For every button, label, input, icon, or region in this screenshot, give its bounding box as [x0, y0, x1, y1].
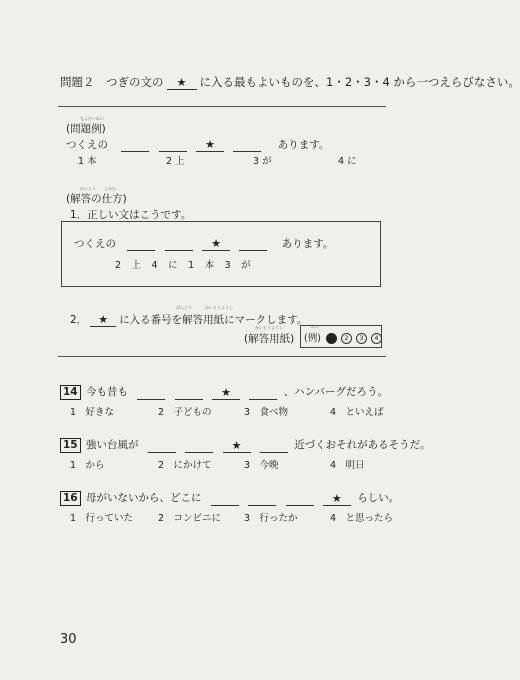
title-pre: 問題２ つぎの文の — [60, 75, 164, 89]
bubble-4: 4 — [371, 333, 382, 344]
q15-option-1: 1 から — [70, 460, 105, 471]
blank — [248, 493, 276, 506]
question-post: らしい。 — [357, 492, 400, 504]
question-14 — [60, 384, 388, 400]
star-blank: ★ — [212, 387, 240, 400]
q16-option-1: 1 行っていた — [70, 513, 134, 524]
blank — [249, 387, 277, 400]
blank — [121, 139, 149, 152]
title-star-blank: ★ — [167, 77, 197, 90]
star-blank: ★ — [223, 440, 251, 453]
blank — [286, 493, 314, 506]
star-blank: ★ — [196, 139, 224, 152]
blank — [137, 387, 165, 400]
blank — [211, 493, 239, 506]
problem-title — [60, 74, 520, 90]
q16-option-3: 3 行ったか — [244, 513, 298, 524]
star-blank: ★ — [323, 493, 351, 506]
step2-num: 2． — [70, 314, 88, 326]
step2-ruby-kaitouyoushi: かいとうようし — [205, 305, 233, 310]
method-heading: (解答の仕方) — [66, 193, 127, 205]
example-sentence-post: あります。 — [277, 139, 330, 151]
answer-sheet-label: (解答用紙) — [244, 333, 295, 345]
page-number: 30 — [60, 632, 77, 647]
sheet-example-ruby: れい — [311, 324, 319, 329]
example-option-4: 4 に — [338, 156, 357, 167]
example-option-2: 2 上 — [166, 156, 185, 167]
question-pre: 強い台風が — [85, 439, 139, 451]
q14-option-3: 3 食べ物 — [244, 407, 289, 418]
example-sentence-pre: つくえの — [66, 139, 108, 151]
answer-box-sentence-post: あります。 — [281, 238, 334, 250]
question-number: 14 — [60, 385, 81, 400]
question-post: 近づくおそれがあるそうだ。 — [294, 439, 431, 451]
question-pre: 母がいないから、どこに — [85, 492, 202, 504]
q15-option-4: 4 明日 — [330, 460, 365, 471]
blank — [165, 238, 193, 251]
method-step-1: 1．正しい文はこうです。 — [70, 209, 192, 221]
step2-post: に入る番号を解答用紙にマークします。 — [119, 314, 308, 326]
q16-option-2: 2 コンビニに — [158, 513, 222, 524]
question-16 — [60, 490, 399, 506]
question-number: 15 — [60, 438, 81, 453]
question-number: 16 — [60, 491, 81, 506]
example-heading: (問題例) — [66, 123, 106, 135]
blank — [148, 440, 176, 453]
q14-option-2: 2 子どもの — [158, 407, 212, 418]
title-post: に入る最もよいものを、1・2・3・4 から一つえらびなさい。 — [199, 75, 520, 89]
answer-box-sentence — [74, 236, 333, 251]
filled-bubble-icon — [326, 333, 337, 344]
bubble-3: 3 — [356, 333, 367, 344]
q16-option-4: 4 と思ったら — [330, 513, 394, 524]
example-sentence — [66, 137, 329, 152]
divider-top — [58, 106, 386, 107]
q14-option-4: 4 といえば — [330, 407, 384, 418]
example-option-1: 1 本 — [78, 156, 97, 167]
answer-box-sentence-pre: つくえの — [74, 238, 116, 250]
step2-ruby-bangou: ばんごう — [176, 305, 192, 310]
q14-option-1: 1 好きな — [70, 407, 115, 418]
example-heading-ruby: もんだいれい — [80, 116, 104, 121]
question-post: 、ハンバーグだろう。 — [283, 386, 388, 398]
sheet-example-label: (例) — [304, 333, 321, 344]
blank — [127, 238, 155, 251]
question-pre: 今も昔も — [85, 386, 128, 398]
blank — [239, 238, 267, 251]
question-15 — [60, 437, 431, 453]
method-heading-ruby: かいとう しかた — [80, 186, 116, 191]
star-blank: ★ — [202, 238, 230, 251]
answer-box-order: 2 上 4 に 1 本 3 が — [115, 260, 252, 271]
blank — [175, 387, 203, 400]
blank — [260, 440, 288, 453]
blank — [185, 440, 213, 453]
answer-box — [61, 221, 381, 287]
q15-option-3: 3 今晩 — [244, 460, 279, 471]
blank — [233, 139, 261, 152]
blank — [159, 139, 187, 152]
bubble-2: 2 — [341, 333, 352, 344]
example-option-3: 3 が — [253, 156, 272, 167]
answer-sheet-row — [304, 330, 384, 344]
q15-option-2: 2 にかけて — [158, 460, 212, 471]
star-blank: ★ — [90, 314, 116, 327]
divider-middle — [58, 356, 386, 357]
sheet-label-ruby: かいとうようし — [255, 325, 283, 330]
